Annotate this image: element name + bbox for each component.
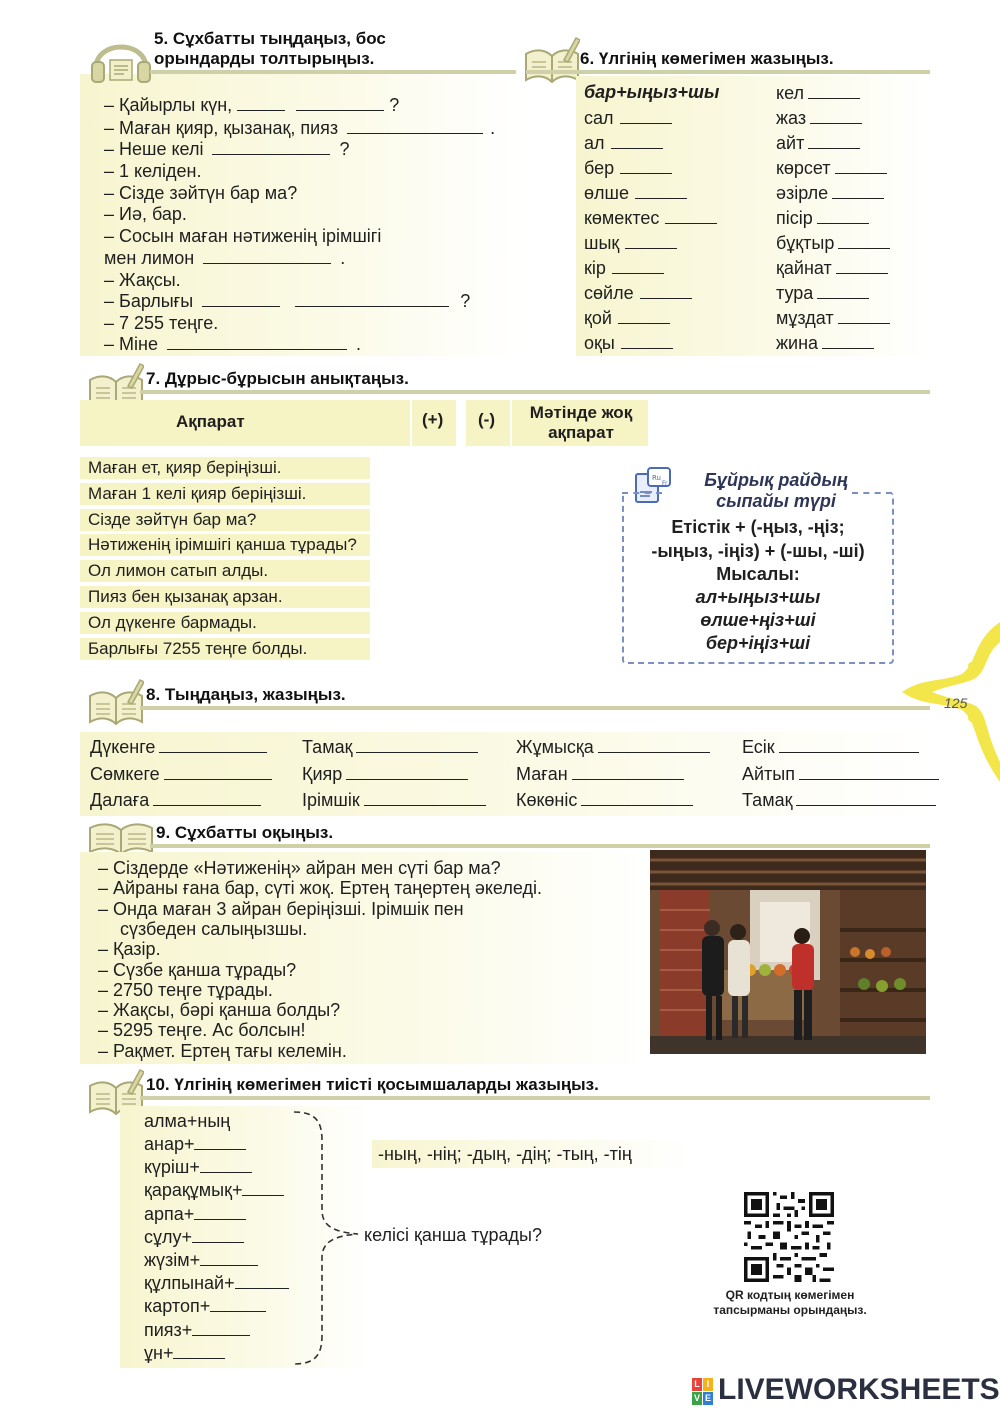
grammar-example-3: бер+іңіз+ші	[705, 633, 811, 653]
open-book-icon	[88, 816, 154, 856]
ex6-right-item	[776, 133, 860, 154]
ex10-blank[interactable]	[194, 1135, 246, 1150]
ex6-left-word: кір	[584, 258, 606, 278]
ex6-right-blank[interactable]	[810, 109, 862, 124]
ex8-blank[interactable]	[581, 791, 693, 806]
ex6-right-word: әзірле	[776, 183, 829, 203]
brand-letter-i: I	[703, 1378, 713, 1391]
ex7-header-info-cell	[80, 400, 410, 446]
ex7-statement: Маған ет, қияр беріңізші.	[80, 457, 370, 479]
ex6-right-item	[776, 333, 874, 354]
ex8-item	[90, 737, 267, 758]
ex10-item	[144, 1320, 250, 1341]
ex7-statement: Пияз бен қызанақ арзан.	[80, 586, 370, 608]
ex10-word: пияз+	[144, 1319, 193, 1340]
ex7-minus-cell[interactable]	[468, 459, 508, 479]
ex8-blank[interactable]	[356, 738, 478, 753]
ex6-right-blank[interactable]	[832, 184, 884, 199]
ex10-item	[144, 1250, 258, 1271]
ex8-blank[interactable]	[364, 791, 486, 806]
ex5-blank-2[interactable]	[347, 119, 483, 134]
ex5-title-line2: орындарды толтырыңыз.	[154, 49, 375, 68]
ex8-word: Сөмкеге	[90, 763, 160, 784]
ex6-left-item	[584, 308, 670, 329]
book-pencil-icon-8	[88, 678, 144, 726]
ex5-blank-1b[interactable]	[296, 96, 384, 111]
ex8-word: Көкөніс	[516, 790, 578, 810]
ex6-right-word: жаз	[776, 108, 807, 128]
ex7-minus-cell[interactable]	[468, 562, 508, 582]
ex6-left-blank[interactable]	[618, 309, 670, 324]
ex6-left-item	[584, 158, 672, 179]
ex6-left-word: бер	[584, 158, 615, 178]
ex6-right-word: жина	[776, 333, 819, 353]
grammar-example-label: Мысалы:	[716, 564, 800, 584]
ex6-example: бар+ыңыз+шы	[584, 82, 720, 102]
brand-name[interactable]: LIVEWORKSHEETS	[718, 1373, 1000, 1406]
ex10-word: картоп+	[144, 1296, 211, 1317]
ex6-right-blank[interactable]	[817, 284, 869, 299]
grammar-example-2: өлше+ңіз+ші	[700, 610, 816, 630]
ex7-minus-cell[interactable]	[468, 640, 508, 660]
ex8-item	[302, 737, 478, 758]
grammar-box-top-left	[622, 492, 662, 494]
ex6-right-word: айт	[776, 133, 805, 153]
ex8-item	[742, 790, 936, 811]
grocery-store-photo	[650, 850, 926, 1054]
ex6-right-blank[interactable]	[822, 334, 874, 349]
ex6-title-rule	[526, 70, 930, 74]
ex5-line-1: – Қайырлы күн, ?	[104, 95, 400, 115]
ex6-title: 6. Үлгінің көмегімен жазыңыз.	[580, 49, 834, 68]
ex8-blank[interactable]	[598, 738, 710, 753]
ex10-word: сұлу+	[144, 1226, 193, 1247]
ex6-right-item	[776, 283, 869, 304]
ex8-word: Айтып	[742, 763, 795, 784]
ex5-line-12: – Міне .	[104, 334, 362, 354]
ex10-word: жүзім+	[144, 1250, 201, 1270]
ex6-left-item	[584, 258, 664, 279]
ex8-item	[516, 737, 710, 758]
ex7-header-info: Ақпарат	[176, 412, 245, 431]
ex7-title-rule	[140, 390, 930, 394]
ex6-right-blank[interactable]	[835, 159, 887, 174]
ex7-statement: Барлығы 7255 теңге болды.	[80, 638, 370, 660]
ex5-blank-10b[interactable]	[295, 292, 449, 307]
translate-glyph-2: Fr	[662, 480, 668, 487]
qr-caption-1: QR кодтың көмегімен	[725, 1288, 855, 1302]
ex6-left-blank[interactable]	[665, 209, 717, 224]
ex6-left-item	[584, 208, 717, 229]
ex6-left-blank[interactable]	[640, 284, 692, 299]
ex10-item	[144, 1227, 244, 1248]
ex6-right-item	[776, 258, 888, 279]
ex7-plus-cell[interactable]	[414, 485, 454, 505]
ex8-item	[302, 790, 486, 811]
ex7-header-none-1: Мәтінде жоқ	[529, 403, 633, 422]
ex10-blank[interactable]	[242, 1181, 284, 1196]
ex5-line-7: – Сосын маған нәтиженің ірімшігі	[104, 226, 382, 246]
ex6-right-item	[776, 233, 890, 254]
ex10-blank[interactable]	[192, 1321, 250, 1336]
ex6-left-blank[interactable]	[611, 134, 663, 149]
ex8-title-rule	[140, 706, 930, 710]
ex6-left-item	[584, 108, 672, 129]
ex6-left-word: қой	[584, 308, 612, 328]
ex6-left-item	[584, 283, 692, 304]
ex9-title: 9. Сұхбатты оқыңыз.	[156, 823, 334, 842]
ex7-statement: Маған 1 келі қияр беріңізші.	[80, 483, 370, 505]
ex7-plus-cell[interactable]	[414, 588, 454, 608]
ex7-minus-cell[interactable]	[468, 588, 508, 608]
ex6-right-word: көрсет	[776, 158, 831, 178]
ex10-title: 10. Үлгінің көмегімен тиісті қосымшаларды жазыңыз.	[146, 1075, 599, 1094]
ex6-left-blank[interactable]	[621, 334, 673, 349]
ex6-left-word: көмектес	[584, 208, 660, 228]
ex7-minus-cell[interactable]	[468, 485, 508, 505]
ex9-line: сүзбеден салыңызшы.	[120, 918, 308, 939]
ex7-statement: Нәтиженің ірімшігі қанша тұрады?	[80, 534, 370, 556]
ex8-word: Тамақ	[302, 737, 353, 757]
ex7-title: 7. Дұрыс-бұрысын анықтаңыз.	[146, 369, 409, 388]
ex6-left-blank[interactable]	[635, 184, 687, 199]
ex6-left-word: ал	[584, 133, 605, 153]
ex9-line: – Айраны ғана бар, сүті жоқ. Ертең таңертең әкеледі.	[98, 878, 542, 899]
ex9-line: – Онда маған 3 айран беріңізші. Ірімшік пен	[98, 898, 464, 919]
ex6-left-word: шық	[584, 233, 620, 253]
ex7-header-plus: (+)	[422, 410, 444, 429]
ex7-plus-cell[interactable]	[414, 459, 454, 479]
ex8-blank[interactable]	[159, 738, 267, 753]
ex10-example: алма+ның	[144, 1111, 231, 1131]
brand-letter-l: L	[692, 1378, 702, 1391]
ex8-blank[interactable]	[164, 765, 272, 780]
ex10-blank[interactable]	[194, 1205, 246, 1220]
ex10-word: ұн+	[144, 1342, 174, 1363]
ex6-left-word: сөйле	[584, 283, 634, 303]
ex10-blank[interactable]	[200, 1251, 258, 1266]
ex7-plus-cell[interactable]	[414, 511, 454, 531]
ex7-minus-cell[interactable]	[468, 536, 508, 556]
ex8-item	[516, 764, 684, 785]
ex10-item	[144, 1180, 284, 1201]
ex6-left-item	[584, 183, 687, 204]
ex6-right-item	[776, 208, 869, 229]
ex7-plus-cell[interactable]	[414, 640, 454, 660]
ex7-plus-cell[interactable]	[414, 614, 454, 634]
ex6-right-item	[776, 83, 860, 104]
translate-glyph-1: Ru	[652, 474, 661, 482]
ex10-title-rule	[140, 1096, 930, 1100]
ex10-item	[144, 1204, 246, 1225]
ex10-word: анар+	[144, 1134, 195, 1154]
ex8-blank[interactable]	[346, 765, 468, 780]
grammar-rule-1: Етістік + (-ңыз, -ңіз;	[671, 517, 845, 537]
ex9-line: – Сүзбе қанша тұрады?	[98, 959, 297, 980]
ex6-right-blank[interactable]	[836, 259, 888, 274]
ex10-item	[144, 1273, 289, 1294]
ex5-line-11: – 7 255 теңге.	[104, 313, 219, 333]
ex9-line: – Рақмет. Ертең тағы келемін.	[98, 1040, 347, 1061]
ex5-line-2: – Маған қияр, қызанақ, пияз .	[104, 118, 496, 138]
ex5-line-4: – 1 келіден.	[104, 161, 202, 181]
ex10-blank[interactable]	[235, 1274, 289, 1289]
ex6-right-word: мұздат	[776, 308, 834, 328]
ex8-blank[interactable]	[779, 738, 919, 753]
ex10-word: арпа+	[144, 1203, 195, 1224]
ex10-item	[144, 1134, 246, 1155]
ex10-word: күріш+	[144, 1157, 200, 1178]
ex7-header-minus: (-)	[478, 410, 495, 429]
ex6-left-item	[584, 133, 663, 154]
ex6-right-word: қайнат	[776, 258, 832, 278]
ex9-line: – Сіздерде «Нәтиженің» айран мен сүті бар ма?	[98, 858, 501, 878]
ex8-blank[interactable]	[572, 765, 684, 780]
ex6-right-item	[776, 108, 862, 129]
ex5-line-6: – Иә, бар.	[104, 204, 187, 224]
ex5-title-line1: 5. Сұхбатты тыңдаңыз, бос	[154, 29, 386, 48]
book-pencil-icon	[524, 36, 580, 84]
ex8-word: Жұмысқа	[516, 737, 594, 757]
page-number: 125	[944, 695, 968, 711]
grammar-title-2: сыпайы түрі	[716, 491, 836, 511]
ex6-right-item	[776, 308, 890, 329]
ex7-none-cell[interactable]	[514, 459, 646, 479]
grammar-example-1: ал+ыңыз+шы	[695, 587, 821, 607]
ex10-word: қарақұмық+	[144, 1180, 243, 1201]
ex9-title-rule	[150, 844, 930, 848]
ex7-minus-cell[interactable]	[468, 614, 508, 634]
ex7-header-none-2: ақпарат	[548, 423, 614, 442]
ex9-line: – 2750 теңге тұрады.	[98, 979, 273, 1000]
ex10-item	[144, 1296, 266, 1317]
ex5-blank-3[interactable]	[212, 140, 330, 155]
ex7-plus-cell[interactable]	[414, 562, 454, 582]
ex8-item	[742, 764, 939, 785]
ex5-line-9: – Жақсы.	[104, 270, 181, 290]
ex7-statement: Ол лимон сатып алды.	[80, 560, 370, 582]
ex10-blank[interactable]	[192, 1228, 244, 1243]
ex5-line-10: – Барлығы ?	[104, 291, 471, 311]
ex6-right-blank[interactable]	[838, 234, 890, 249]
headphones-icon	[88, 30, 154, 86]
ex10-blank[interactable]	[210, 1297, 266, 1312]
ex6-left-word: оқы	[584, 333, 615, 353]
ex8-word: Маған	[516, 763, 568, 784]
ex8-blank[interactable]	[799, 765, 939, 780]
ex6-right-word: кел	[776, 83, 804, 103]
ex6-left-blank[interactable]	[612, 259, 664, 274]
ex8-blank[interactable]	[796, 791, 936, 806]
ex6-right-blank[interactable]	[817, 209, 869, 224]
ex8-word: Дүкенге	[90, 737, 156, 757]
ex7-statement: Сізде зәйтүн бар ма?	[80, 509, 370, 531]
ex5-blank-1a[interactable]	[237, 96, 285, 111]
ex7-plus-cell[interactable]	[414, 536, 454, 556]
ex8-item	[90, 790, 261, 811]
ex5-blank-10a[interactable]	[202, 292, 280, 307]
ex7-minus-cell[interactable]	[468, 511, 508, 531]
ex5-blank-12[interactable]	[167, 335, 347, 350]
ex10-item	[144, 1157, 252, 1178]
ex6-left-item	[584, 333, 673, 354]
ex6-right-word: бұқтыр	[776, 233, 835, 253]
ex8-word: Қияр	[302, 763, 343, 784]
ex8-item	[302, 764, 468, 785]
ex8-blank[interactable]	[153, 791, 261, 806]
ex6-left-blank[interactable]	[625, 234, 677, 249]
ex9-line: – 5295 теңге. Ас болсын!	[98, 1020, 306, 1041]
qr-caption-2: тапсырманы орындаңыз.	[713, 1303, 867, 1317]
ex6-right-item	[776, 183, 884, 204]
ex8-word: Тамақ	[742, 790, 793, 810]
grammar-rule-2: -ыңыз, -іңіз) + (-шы, -ші)	[651, 541, 865, 561]
ex6-right-blank[interactable]	[838, 309, 890, 324]
grammar-title-1: Бұйрық райдың	[704, 470, 848, 490]
grammar-box-top-right	[852, 492, 892, 494]
ex5-line-8: мен лимон .	[104, 248, 346, 268]
ex6-right-blank[interactable]	[808, 134, 860, 149]
ex6-left-blank[interactable]	[620, 109, 672, 124]
ex5-line-3: – Неше келі ?	[104, 139, 350, 159]
ex10-question: келісі қанша тұрады?	[364, 1225, 542, 1245]
ex10-blank[interactable]	[200, 1158, 252, 1173]
brand-logo-blocks	[692, 1378, 714, 1406]
qr-code[interactable]	[744, 1192, 834, 1282]
ex6-left-item	[584, 233, 677, 254]
ex8-item	[742, 737, 919, 758]
dashed-brace	[292, 1110, 362, 1366]
ex8-item	[90, 764, 272, 785]
ex6-right-word: тура	[776, 283, 814, 303]
ex10-suffixes: -ның, -нің; -дың, -дің; -тың, -тің	[378, 1144, 632, 1164]
ex9-line: – Қазір.	[98, 939, 161, 960]
ex6-left-blank[interactable]	[620, 159, 672, 174]
ex6-right-word: пісір	[776, 208, 813, 228]
ex9-line: – Жақсы, бәрі қанша болды?	[98, 1000, 341, 1021]
ex6-right-blank[interactable]	[808, 84, 860, 99]
brand-letter-v: V	[693, 1393, 700, 1403]
ex5-line-5: – Сізде зәйтүн бар ма?	[104, 183, 298, 203]
ex5-blank-8[interactable]	[203, 249, 331, 264]
ex6-left-word: сал	[584, 108, 614, 128]
ex10-blank[interactable]	[173, 1344, 225, 1359]
ex10-item	[144, 1343, 225, 1364]
ex8-word: Далаға	[90, 790, 150, 810]
ex5-title-rule	[150, 70, 516, 74]
ex8-item	[516, 790, 693, 811]
brand-letter-e: E	[704, 1393, 711, 1403]
ex7-statement: Ол дүкенге бармады.	[80, 612, 370, 634]
ex8-word: Есік	[742, 737, 775, 757]
ex8-word: Ірімшік	[302, 790, 360, 810]
ex10-word: құлпынай+	[144, 1273, 235, 1294]
ex6-left-word: өлше	[584, 183, 629, 203]
ex8-title: 8. Тыңдаңыз, жазыңыз.	[146, 685, 346, 704]
ex6-right-item	[776, 158, 887, 179]
